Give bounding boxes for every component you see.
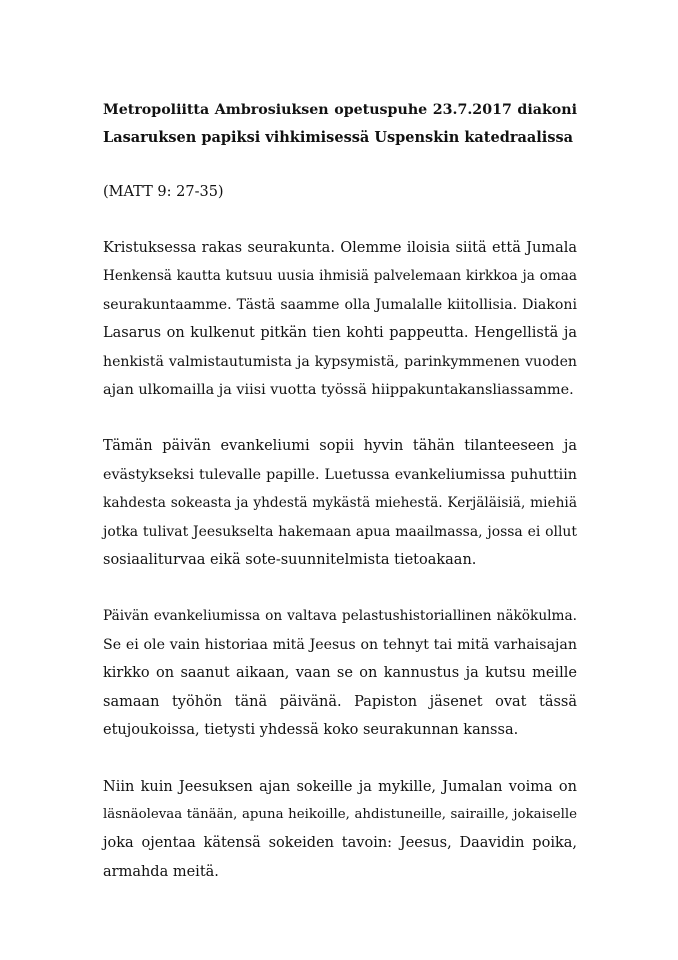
text-line: evästykseksi tulevalle papille. Luetussa evankeliumissa puhuttiin: [103, 466, 577, 483]
paragraph-1: [103, 234, 577, 404]
text-line: ajan ulkomailla ja viisi vuotta työssä hiippakuntakansliassamme.: [103, 382, 574, 399]
text-line: Se ei ole vain historiaa mitä Jeesus on tehnyt tai mitä varhaisajan: [103, 636, 577, 653]
text-line: armahda meitä.: [103, 863, 219, 880]
text-line: Tämän päivän evankeliumi sopii hyvin tähän tilanteeseen ja: [103, 438, 577, 455]
text-line: Päivän evankeliumissa on valtava pelastushistoriallinen näkökulma.: [103, 608, 577, 625]
document-body: [103, 96, 577, 886]
scripture-reference: (MATT 9: 27-35): [103, 184, 224, 200]
text-line: kahdesta sokeasta ja yhdestä mykästä miehestä. Kerjäläisiä, miehiä: [103, 495, 577, 512]
paragraph-4: [103, 773, 577, 887]
title-line: Metropoliitta Ambrosiuksen opetuspuhe 23.7.2017 diakoni: [103, 102, 577, 118]
text-line: Henkensä kautta kutsuu uusia ihmisiä palvelemaan kirkkoa ja omaa: [103, 268, 577, 285]
title-line: Lasaruksen papiksi vihkimisessä Uspenskin katedraalissa: [103, 129, 574, 146]
text-line: Lasarus on kulkenut pitkän tien kohti pappeutta. Hengellistä ja: [103, 325, 577, 342]
text-line: joka ojentaa kätensä sokeiden tavoin: Jeesus, Daavidin poika,: [103, 835, 577, 852]
text-line: samaan työhön tänä päivänä. Papiston jäsenet ovat tässä: [103, 693, 577, 710]
text-line: sosiaaliturvaa eikä sote-suunnitelmista tietoakaan.: [103, 552, 477, 569]
text-line: seurakuntaamme. Tästä saamme olla Jumalalle kiitollisia. Diakoni: [103, 296, 577, 313]
text-line: Niin kuin Jeesuksen ajan sokeille ja mykille, Jumalan voima on: [103, 778, 577, 795]
text-line: Kristuksessa rakas seurakunta. Olemme iloisia siitä että Jumala: [103, 240, 577, 256]
text-line: henkistä valmistautumista ja kypsymistä, parinkymmenen vuoden: [103, 353, 577, 370]
paragraph-2: [103, 432, 577, 574]
text-line: läsnäolevaa tänään, apuna heikoille, ahdistuneille, sairaille, jokaiselle: [103, 806, 577, 822]
document-title: [103, 96, 577, 152]
paragraph-3: [103, 602, 577, 744]
text-line: kirkko on saanut aikaan, vaan se on kannustus ja kutsu meille: [103, 665, 577, 682]
text-line: etujoukoissa, tietysti yhdessä koko seurakunnan kanssa.: [103, 722, 519, 739]
text-line: jotka tulivat Jeesukselta hakemaan apua maailmassa, jossa ei ollut: [103, 523, 577, 540]
